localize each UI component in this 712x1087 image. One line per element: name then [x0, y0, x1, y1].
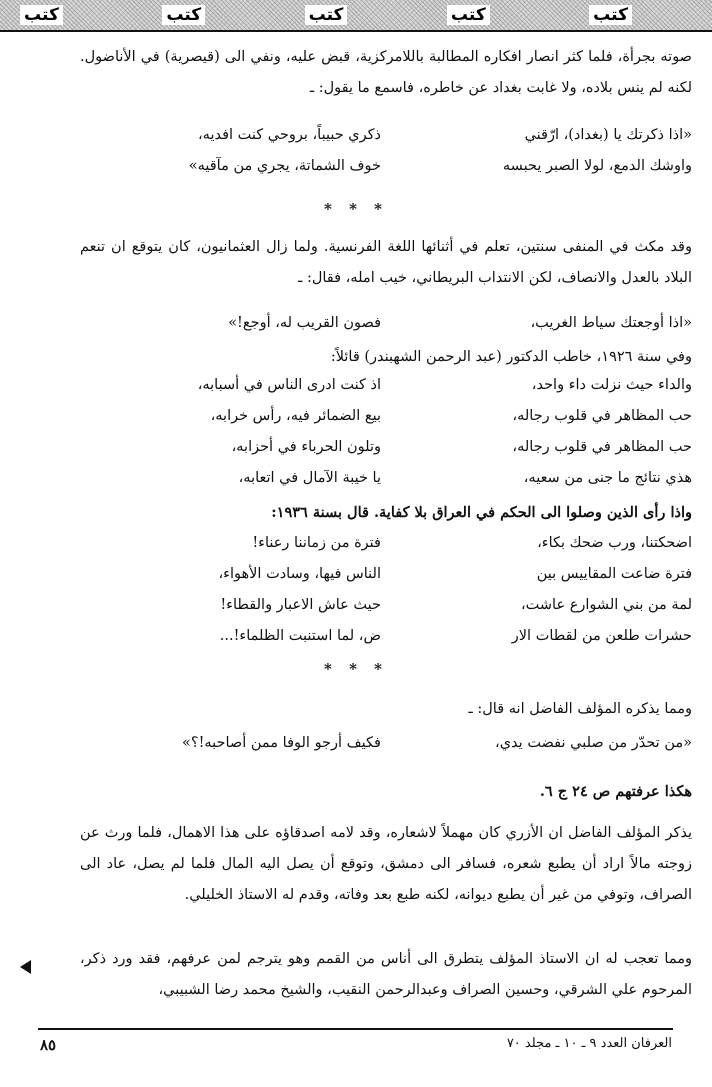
body-paragraph	[80, 694, 692, 725]
footer-divider	[38, 1028, 673, 1030]
paragraph-text: هكذا عرفتهم ص ٢٤ ج ٦.	[539, 783, 692, 800]
verse-line	[80, 590, 692, 621]
verse-hemistich: حيث عاش الاعبار والقطاء!	[220, 597, 381, 613]
verse-hemistich: والداء حيث نزلت داء واحد،	[531, 377, 692, 393]
verse-hemistich: خوف الشماتة، يجري من مآقيه»	[188, 158, 381, 174]
paragraph-text: واذا رأى الذين وصلوا الى الحكم في العراق بلا كفاية. قال بسنة ١٩٣٦:	[271, 504, 692, 521]
verse-hemistich: لمة من بني الشوارع عاشت،	[520, 597, 692, 613]
logo-row	[20, 5, 632, 25]
verse-block	[80, 528, 692, 652]
paragraph-text: صوته بجرأة، فلما كثر انصار افكاره المطالبة باللامركزية، قبض عليه، ونفي الى (قيصرية) في الأناضول. لكنه لم ينس بلاده، ولا غابت بغداد عن خاطره، فاسمع ما يقول: ـ	[80, 49, 692, 96]
verse-line	[80, 120, 692, 151]
verse-line	[80, 401, 692, 432]
verse-hemistich: «اذا أوجعتك سياط الغريب،	[530, 315, 692, 331]
journal-issue: العرفان العدد ٩ ـ ١٠ ـ مجلد ٧٠	[506, 1036, 672, 1051]
verse-line	[80, 370, 692, 401]
body-paragraph	[80, 500, 692, 526]
verse-line	[80, 728, 692, 759]
verse-hemistich: بيع الضمائر فيه، رأس خرابه،	[210, 408, 381, 424]
verse-line	[80, 559, 692, 590]
verse-hemistich: واوشك الدمع، لولا الصبر يحبسه	[502, 158, 692, 174]
verse-hemistich: فترة من زماننا رعناء!	[252, 535, 381, 551]
body-paragraph	[80, 42, 692, 104]
kutub-logo: كتب	[589, 5, 632, 25]
body-paragraph	[80, 344, 692, 370]
verse-block	[80, 120, 692, 182]
kutub-logo: كتب	[305, 5, 348, 25]
verse-hemistich: الناس فيها، وسادت الأهواء،	[218, 566, 381, 582]
verse-block	[80, 308, 692, 339]
paragraph-text: ومما تعجب له ان الاستاذ المؤلف يتطرق الى أناس من القمم وهو يترجم لمن عرفهم، فقد ورد ذكر، المرحوم علي الشرقي، وحسين الصراف وعبدالرحمن النقيب، والشيخ محمد رضا الشبيبي،	[80, 951, 692, 998]
verse-hemistich: حب المظاهر في قلوب رجاله،	[512, 439, 692, 455]
verse-line	[80, 432, 692, 463]
verse-block	[80, 370, 692, 494]
body-paragraph	[80, 944, 692, 1006]
verse-line	[80, 621, 692, 652]
verse-line	[80, 308, 692, 339]
paragraph-text: ومما يذكره المؤلف الفاضل انه قال: ـ	[468, 701, 692, 717]
page-number: ٨٥	[40, 1036, 57, 1054]
paragraph-text: يذكر المؤلف الفاضل ان الأزري كان مهملاً لاشعاره، وقد لامه اصدقاؤه على هذا الاهمال، فلما ورث عن زوجته مالاً اراد أن يطبع شعره، فسافر الى دمشق، وتوقع أن يصل اليه المال فلما لم يصل، عاد الى الصراف، وتوفي من غير أن يطبع ديوانه، لكنه طبع بعد وفاته، وقدم له الاستاذ الخليلي.	[80, 825, 692, 903]
section-separator: * * *	[324, 200, 388, 218]
section-separator: * * *	[324, 660, 388, 678]
verse-hemistich: ض، لما استنبت الظلماء!...	[219, 628, 381, 644]
verse-line	[80, 151, 692, 182]
kutub-logo: كتب	[447, 5, 490, 25]
verse-hemistich: حب المظاهر في قلوب رجاله،	[512, 408, 692, 424]
paragraph-text: وفي سنة ١٩٢٦، خاطب الدكتور (عبد الرحمن الشهبندر) قائلاً:	[330, 349, 692, 365]
verse-hemistich: اضحكتنا، ورب ضحك بكاء،	[537, 535, 692, 551]
verse-line	[80, 463, 692, 494]
paragraph-text: وقد مكث في المنفى سنتين، تعلم في أثنائها اللغة الفرنسية. ولما زال العثمانيون، كان يتوقع ان تنعم البلاد بالعدل والانصاف، لكن الانتداب البريطاني، خيب امله، فقال: ـ	[80, 239, 692, 286]
page-footer	[40, 1036, 672, 1054]
header-strip	[0, 0, 712, 32]
verse-hemistich: فصون القريب له، أوجع!»	[228, 315, 381, 331]
verse-hemistich: هذي نتائج ما جنى من سعيه،	[523, 470, 692, 486]
verse-hemistich: اذ كنت ادرى الناس في أسبابه،	[197, 377, 381, 393]
verse-block	[80, 728, 692, 759]
verse-hemistich: يا خيبة الآمال في اتعابه،	[238, 470, 381, 486]
verse-hemistich: حشرات طلعن من لقطات الار	[511, 628, 692, 644]
verse-hemistich: وتلون الحرباء في أحزابه،	[231, 439, 381, 455]
body-paragraph	[80, 232, 692, 294]
verse-hemistich: ذكري حبيباً، بروحي كنت افديه،	[198, 127, 381, 143]
verse-hemistich: فكيف أرجو الوفا ممن أصاحبه!؟»	[182, 735, 381, 751]
body-paragraph	[80, 776, 692, 807]
kutub-logo: كتب	[20, 5, 63, 25]
verse-line	[80, 528, 692, 559]
body-paragraph	[80, 818, 692, 911]
kutub-logo: كتب	[162, 5, 205, 25]
verse-hemistich: «اذا ذكرتك يا (بغداد)، ارّقني	[524, 127, 692, 143]
verse-hemistich: فترة ضاعت المقاييس بين	[536, 566, 692, 582]
verse-hemistich: «من تحدّر من صلبي نفضت يدي،	[495, 735, 692, 751]
page-turn-arrow-icon[interactable]	[20, 960, 31, 974]
